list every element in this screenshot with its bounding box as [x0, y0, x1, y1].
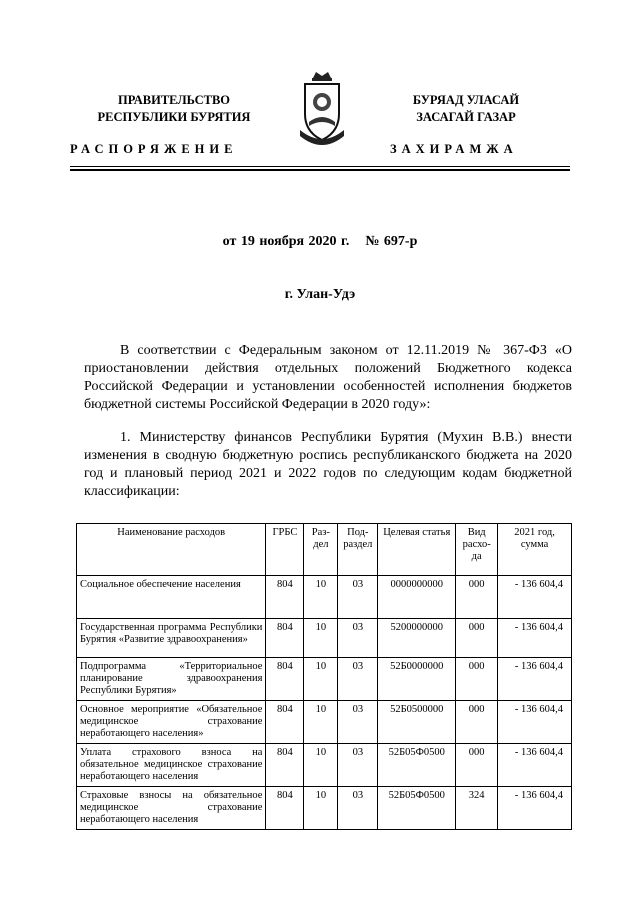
table-row [77, 787, 572, 830]
cell-name: Социальное обеспечение населения [77, 576, 266, 619]
cell-subsection: 03 [338, 701, 378, 744]
paragraph-preamble: В соответствии с Федеральным законом от 12.11.2019 № 367-ФЗ «О приостановлении действия отдельных положений Бюджетного кодекса Российской Федерации и установлении особенностей исполнения бюджетов бюджетной системы Российской Федерации в 2020 году»: [84, 343, 572, 412]
cell-sum: - 136 604,4 [498, 658, 572, 701]
header-right-line-1: БУРЯАД УЛАСАЙ [412, 93, 520, 107]
doc-type-left: РАСПОРЯЖЕНИЕ [70, 142, 238, 156]
paragraph-item-1: 1. Министерству финансов Республики Бурятия (Мухин В.В.) внести изменения в сводную бюджетную роспись республиканского бюджета на 2020 год и плановый период 2021 и 2022 годов по следующим кодам бюджетной классификации: [84, 430, 572, 499]
cell-section: 10 [304, 576, 338, 619]
cell-name: Подпрограмма «Территориальное планирование здравоохранения Республики Бурятия» [77, 658, 266, 701]
col-header-expense-type: Вид расхо-да [456, 524, 498, 576]
table-row [77, 701, 572, 744]
cell-name: Уплата страхового взноса на обязательное медицинское страхование неработающего населения [77, 744, 266, 787]
table-header-row [77, 524, 572, 576]
cell-subsection: 03 [338, 744, 378, 787]
col-header-grbs: ГРБС [266, 524, 304, 576]
col-header-target-item: Целевая статья [378, 524, 456, 576]
cell-sum: - 136 604,4 [498, 576, 572, 619]
header-right [356, 92, 576, 126]
cell-target-item: 52Б05Ф0500 [378, 787, 456, 830]
cell-target-item: 52Б0500000 [378, 701, 456, 744]
cell-grbs: 804 [266, 576, 304, 619]
cell-sum: - 136 604,4 [498, 787, 572, 830]
cell-expense-type: 000 [456, 576, 498, 619]
cell-sum: - 136 604,4 [498, 744, 572, 787]
col-header-sum-2021: 2021 год, сумма [498, 524, 572, 576]
cell-grbs: 804 [266, 658, 304, 701]
cell-grbs: 804 [266, 701, 304, 744]
cell-section: 10 [304, 787, 338, 830]
cell-subsection: 03 [338, 787, 378, 830]
header-right-line-2: ЗАСАГАЙ ГАЗАР [416, 110, 516, 124]
cell-sum: - 136 604,4 [498, 701, 572, 744]
emblem-icon [297, 70, 347, 156]
table-row [77, 658, 572, 701]
header-divider-thick [70, 169, 570, 171]
cell-expense-type: 000 [456, 658, 498, 701]
cell-grbs: 804 [266, 787, 304, 830]
header-left-line-1: ПРАВИТЕЛЬСТВО [117, 93, 231, 107]
cell-target-item: 52Б0000000 [378, 658, 456, 701]
cell-expense-type: 324 [456, 787, 498, 830]
cell-grbs: 804 [266, 619, 304, 658]
cell-section: 10 [304, 658, 338, 701]
document-date: от 19 ноября 2020 г. [222, 234, 350, 249]
cell-target-item: 52Б05Ф0500 [378, 744, 456, 787]
table-row [77, 576, 572, 619]
cell-section: 10 [304, 619, 338, 658]
cell-section: 10 [304, 744, 338, 787]
cell-subsection: 03 [338, 658, 378, 701]
cell-sum: - 136 604,4 [498, 619, 572, 658]
header-left [64, 92, 284, 126]
col-header-subsection: Под-раздел [338, 524, 378, 576]
cell-target-item: 0000000000 [378, 576, 456, 619]
table-row [77, 744, 572, 787]
cell-name: Основное мероприятие «Обязательное медицинское страхование неработающего населения» [77, 701, 266, 744]
cell-expense-type: 000 [456, 744, 498, 787]
cell-name: Страховые взносы на обязательное медицинское страхование неработающего населения [77, 787, 266, 830]
date-number-line [0, 234, 640, 250]
col-header-section: Раз-дел [304, 524, 338, 576]
city: г. Улан-Удэ [284, 287, 356, 302]
cell-section: 10 [304, 701, 338, 744]
header-left-line-2: РЕСПУБЛИКИ БУРЯТИЯ [97, 110, 251, 124]
cell-name: Государственная программа Республики Бурятия «Развитие здравоохранения» [77, 619, 266, 658]
cell-target-item: 5200000000 [378, 619, 456, 658]
doc-type-right: ЗАХИРАМЖА [390, 142, 518, 156]
cell-expense-type: 000 [456, 619, 498, 658]
col-header-name: Наименование расходов [77, 524, 266, 576]
cell-grbs: 804 [266, 744, 304, 787]
table-row [77, 619, 572, 658]
document-number: № 697-р [365, 234, 418, 249]
cell-subsection: 03 [338, 576, 378, 619]
cell-expense-type: 000 [456, 701, 498, 744]
cell-subsection: 03 [338, 619, 378, 658]
budget-table [76, 523, 572, 830]
header-divider-thin [70, 166, 570, 167]
